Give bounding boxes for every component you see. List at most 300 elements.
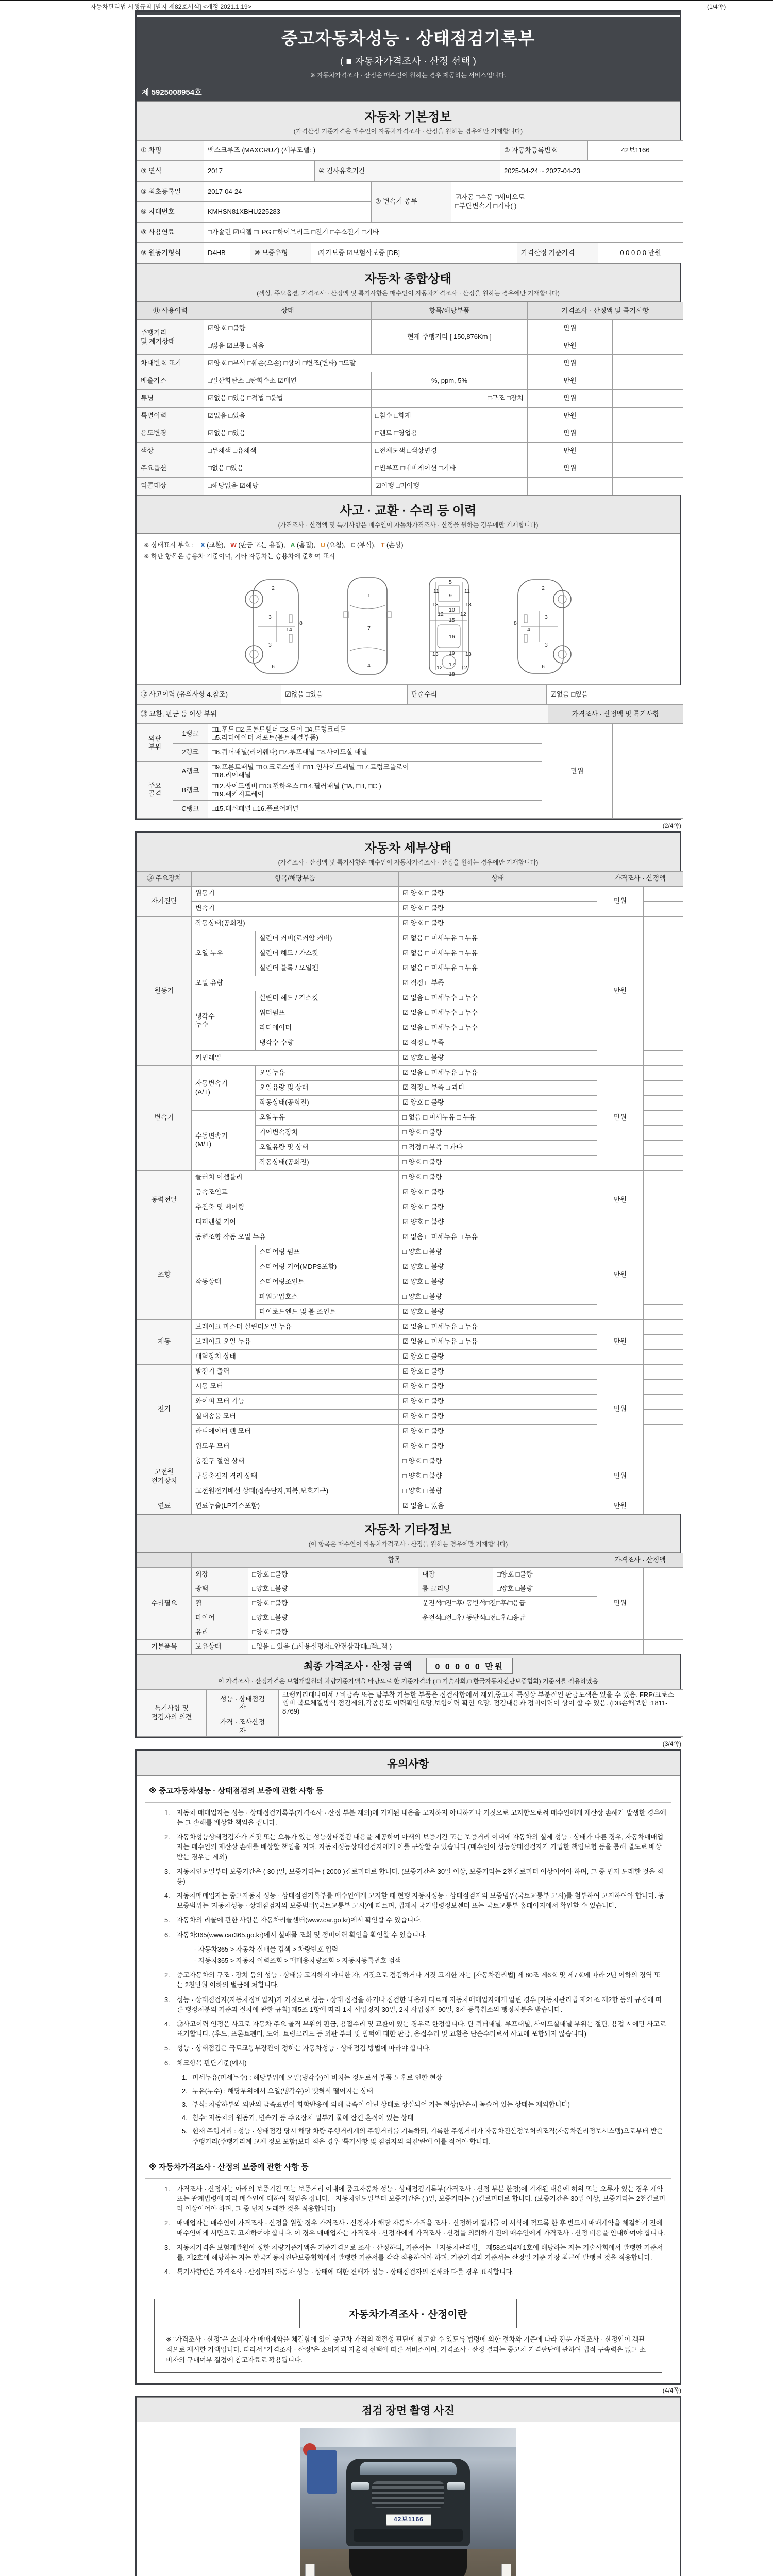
rank-cell: 주요 골격: [137, 761, 173, 818]
detail-cell: ☑ 없음 □ 미세누유 □ 누유: [399, 946, 597, 961]
overall-cell: ☑이행 □미이행: [372, 478, 528, 495]
rank-cell: □12.사이드멤버 □13.휠하우스 □14.필러패널 (□A, □B, □C ) □19.패키지트레이: [208, 781, 542, 801]
notice-item-text: ⑫사고이력 인정은 사고로 자동차 주요 골격 부위의 판금, 용접수리 및 교환이 있는 경우로 한정합니다. 단 쿼터패널, 루프패널, 사이드실패널 부위는 절단, 용접 시에만 사고로 표기합니다. (후드, 프론트펜더, 도어, 트렁크리드 등 외판 부위 및 범퍼에 대한 판금, 용접수리 및 교환은 단순수리로서 사고에 포함되지 않습니다): [177, 2020, 666, 2038]
detail-cell: [644, 1095, 683, 1110]
etc-cell: □양호 □불량: [493, 1582, 597, 1596]
page-meta: [0, 1, 773, 10]
detail-cell: 디퍼렌셜 기어: [192, 1215, 399, 1230]
detail-cell: 구동축전지 격리 상태: [192, 1469, 399, 1484]
overall-cell: ⑪ 사용이력: [137, 302, 204, 320]
detail-cell: 커먼레일: [192, 1050, 399, 1065]
detail-cell: ☑ 없음 □ 미세누유 □ 누유: [399, 961, 597, 976]
etc-cell: 항목: [192, 1553, 597, 1567]
photo-banner-left: [305, 2564, 315, 2576]
car-diagrams: [137, 567, 680, 685]
engine-type: D4HB: [204, 243, 250, 263]
b3-cell: ⑦ 변속기 종류: [372, 182, 451, 222]
diagram-part-number: 13: [465, 651, 472, 657]
notice-item: [164, 2267, 666, 2277]
overall-cell: □무채색 □유채색: [204, 443, 372, 460]
diagram-part-number: 14: [286, 626, 292, 633]
detail-cell: 추진축 및 베어링: [192, 1200, 399, 1215]
photo-headlight-right: [447, 2482, 465, 2490]
inspection-photos: [137, 2422, 680, 2576]
diagram-part-number: 8: [514, 620, 517, 626]
overall-cell: □일산화탄소 □탄화수소 ☑매연: [204, 372, 372, 390]
rank-cell: 2랭크: [173, 743, 208, 761]
detail-cell: ☑ 없음 □ 있음: [399, 1499, 597, 1514]
notice-item: [182, 2086, 666, 2096]
diagram-part-number: 2: [272, 585, 275, 591]
notice-dash-line: - 자동차365 > 자동차 이력조회 > 매매용차량조회 > 자동차등록번호 검색: [194, 1957, 401, 1964]
overall-cell: 차대번호 표기: [137, 355, 204, 372]
state-code-W: W: [230, 541, 237, 549]
state-code-U: U: [321, 541, 326, 549]
detail-cell: ☑ 양호 □ 불량: [399, 901, 597, 916]
overall-cell: 항목/해당부품: [372, 302, 528, 320]
overall-cell: [613, 390, 683, 408]
state-code-legend: ※ 상태표시 부호 : X (교환), W (판금 또는 용접), A (흠집), U (요철), C (부식), T (손상): [144, 541, 404, 549]
transmission-type: ☑자동 □수동 □세미오토 □무단변속기 □기타( ): [451, 182, 683, 222]
detail-cell: ☑ 없음 □ 미세누수 □ 누수: [399, 1006, 597, 1021]
etc-cell: 외장: [192, 1567, 248, 1582]
detail-cell: 자기진단: [137, 886, 192, 916]
overall-cell: [528, 478, 613, 495]
final-price-label: 최종 가격조사 · 산정 금액: [303, 1660, 412, 1672]
detail-cell: 만원: [597, 1319, 644, 1364]
etc-cell: 휠: [192, 1596, 248, 1611]
detail-cell: 냉각수 누수: [192, 991, 256, 1050]
detail-cell: 만원: [597, 1230, 644, 1319]
detail-cell: 브레이크 마스터 실린더오일 누유: [192, 1319, 399, 1334]
notice-item-text: 누유(누수) : 해당부위에서 오일(냉각수)이 맺혀서 떨어지는 상태: [192, 2087, 373, 2095]
detail-cell: 작동상태(공회전): [192, 916, 399, 931]
detail-cell: [644, 1125, 683, 1140]
notice-item: [164, 1867, 666, 1886]
notice-item: [182, 2113, 666, 2123]
diagram-part-number: 3: [268, 614, 272, 620]
photo-car-windshield: [360, 2462, 457, 2475]
notice-item: [164, 1970, 666, 1990]
rank-cell: 외판 부위: [137, 724, 173, 762]
detail-cell: 실린더 커버(로커암 커버): [256, 931, 399, 946]
detail-cell: 실린더 블록 / 오일팬: [256, 961, 399, 976]
memo-cell: 성능 · 상태점검 자: [207, 1689, 279, 1717]
model-year: 2017: [204, 161, 315, 181]
detail-cell: [644, 916, 683, 931]
appraiser-opinion: [279, 1717, 683, 1737]
etc-cell: □양호 □불량: [248, 1582, 418, 1596]
detail-state-title: 자동차 세부상태: [364, 841, 452, 855]
detail-cell: 실린더 헤드 / 가스킷: [256, 946, 399, 961]
detail-state-table: [137, 871, 680, 1514]
notice-item: [164, 1832, 666, 1862]
detail-cell: [644, 1006, 683, 1021]
detail-cell: 스티어링조인트: [256, 1275, 399, 1290]
detail-cell: 만원: [597, 916, 644, 1065]
notice-item: [164, 2043, 666, 2053]
diagram-part-number: 17: [449, 662, 455, 668]
notice-band: [137, 1751, 680, 1776]
notice-item: [164, 2019, 666, 2039]
photos-band: [137, 2397, 680, 2422]
b1-cell: ① 차명: [137, 141, 204, 161]
inspection-photo-underbody: [300, 2549, 516, 2576]
etc-cell: [644, 1567, 683, 1639]
detail-cell: 항목/해당부품: [192, 871, 399, 886]
first-registration-date: 2017-04-24: [204, 182, 372, 202]
detail-state-subtitle: (가격조사 · 산정액 및 특기사항은 매수인이 자동차가격조사 · 산정을 원하는 경우에만 기재합니다): [278, 858, 539, 866]
car-diagram-left-side: [238, 573, 315, 679]
diagram-part-number: 7: [367, 625, 371, 632]
detail-cell: ☑ 양호 □ 불량: [399, 1304, 597, 1319]
detail-cell: ☑ 없음 □ 미세누수 □ 누수: [399, 1021, 597, 1036]
vehicle-name: 맥스크루즈 (MAXCRUZ) (세부모델: ): [204, 141, 500, 161]
detail-cell: 실린더 헤드 / 가스킷: [256, 991, 399, 1006]
detail-cell: 오일누유: [256, 1110, 399, 1125]
state-code-desc: (손상): [384, 541, 404, 549]
notice-item: [164, 2218, 666, 2238]
detail-cell: 작동상태(공회전): [256, 1095, 399, 1110]
detail-cell: 변속기: [192, 901, 399, 916]
detail-cell: [644, 1050, 683, 1065]
diagram-part-number: 16: [449, 634, 455, 640]
diagram-part-number: 19: [449, 650, 455, 656]
detail-cell: ☑ 양호 □ 불량: [399, 1215, 597, 1230]
emission-values: %, ppm, 5%: [372, 372, 528, 390]
diagram-part-number: 12: [438, 611, 444, 617]
state-code-desc: (요철),: [325, 541, 346, 549]
diagram-part-number: 4: [527, 626, 530, 633]
diagram-part-number: 11: [433, 588, 439, 595]
detail-cell: [644, 1319, 683, 1334]
etc-cell: □양호 □불량: [248, 1611, 418, 1625]
notice-item-number: 5.: [164, 2044, 170, 2053]
detail-cell: 제동: [137, 1319, 192, 1364]
rank-cell: 만원: [542, 724, 613, 819]
detail-cell: 고전원 전기장치: [137, 1454, 192, 1499]
detail-cell: [644, 1364, 683, 1379]
basic-info-row5: [137, 243, 680, 263]
car-diagram-right-side: [501, 573, 579, 679]
detail-cell: 윈도우 모터: [192, 1439, 399, 1454]
basic-info-title: 자동차 기본정보: [364, 110, 452, 124]
detail-cell: 원동기: [137, 916, 192, 1065]
detail-cell: ☑ 양호 □ 불량: [399, 1275, 597, 1290]
detail-cell: ☑ 양호 □ 불량: [399, 886, 597, 901]
detail-cell: [644, 1424, 683, 1439]
detail-cell: 오일유량 및 상태: [256, 1140, 399, 1155]
detail-cell: 작동상태: [192, 1245, 256, 1319]
detail-cell: ☑ 양호 □ 불량: [399, 1050, 597, 1065]
car-diagram-underbody: [420, 573, 478, 679]
overall-cell: □많음 ☑보통 □적음: [204, 337, 372, 355]
diagram-part-number: 12: [461, 665, 467, 671]
panel-rank-table: [137, 724, 680, 819]
car-diagram-top: [339, 573, 396, 679]
photo-blue-sign: [307, 2450, 337, 2494]
etc-cell: [644, 1639, 683, 1654]
detail-cell: □ 양호 □ 불량: [399, 1484, 597, 1499]
detail-cell: ☑ 없음 □ 미세누수 □ 누수: [399, 991, 597, 1006]
overall-cell: [613, 320, 683, 337]
etc-cell: 만원: [597, 1567, 644, 1639]
overall-cell: □없음 □있음: [204, 460, 372, 478]
etc-cell: 운전석□전□후/ 동반석□전□후/□응급: [418, 1596, 597, 1611]
acc-cell: ⑫ 사고이력 (유의사항 4.참조): [137, 685, 281, 704]
notice-item-text: 자동차의 리콜에 관한 사항은 자동차리콜센터(www.car.go.kr)에서 확인할 수 있습니다.: [177, 1916, 422, 1924]
diagram-part-number: 12: [436, 665, 443, 671]
overall-cell: ☑양호 □부식 □훼손(오손) □상이 □변조(변타) □도말: [204, 355, 528, 372]
overall-cell: □침수 □화재: [372, 408, 528, 425]
b4-cell: ⑧ 사용연료: [137, 223, 204, 243]
b5-cell: 가격산정 기준가격: [517, 243, 598, 263]
plate-number: 42보1166: [588, 141, 683, 161]
price-appraisal-infobox-title: 자동차가격조사 · 산정이란: [299, 2299, 517, 2328]
notice-item: [164, 2184, 666, 2214]
notice-item-number: 2.: [164, 2219, 170, 2227]
detail-cell: ☑ 양호 □ 불량: [399, 1394, 597, 1409]
inspection-photo-front: [300, 2428, 516, 2549]
detail-cell: □ 양호 □ 불량: [399, 1290, 597, 1304]
detail-cell: 등속조인트: [192, 1185, 399, 1200]
state-code-desc: (판금 또는 용접),: [236, 541, 285, 549]
detail-cell: ☑ 양호 □ 불량: [399, 1200, 597, 1215]
etc-cell: 기본품목: [137, 1639, 192, 1654]
diagram-part-number: 3: [268, 642, 272, 648]
overall-cell: [613, 443, 683, 460]
detail-cell: [644, 976, 683, 991]
notice-item-number: 1.: [164, 2184, 170, 2193]
notice-subheading: ※ 자동차가격조사 · 산정의 보증에 관한 사항 등: [145, 2154, 671, 2179]
detail-cell: 실내송풍 모터: [192, 1409, 399, 1424]
notice-item-text: 체크항목 판단기준(예시): [177, 2059, 247, 2067]
detail-cell: ☑ 양호 □ 불량: [399, 1349, 597, 1364]
detail-cell: 스티어링 기어(MDPS포함): [256, 1260, 399, 1275]
etc-info-table: [137, 1553, 680, 1654]
detail-cell: □ 양호 □ 불량: [399, 1245, 597, 1260]
basic-info-row1: [137, 140, 680, 161]
overall-cell: 튜닝: [137, 390, 204, 408]
notice-item-number: 3.: [164, 1867, 170, 1875]
detail-cell: [644, 1304, 683, 1319]
overall-cell: 만원: [528, 425, 613, 443]
detail-cell: [644, 1200, 683, 1215]
detail-cell: [644, 1290, 683, 1304]
photo-banner-right: [501, 2564, 511, 2576]
detail-cell: ☑ 없음 □ 미세누유 □ 누유: [399, 931, 597, 946]
detail-cell: ☑ 양호 □ 불량: [399, 1379, 597, 1394]
inspection-valid-period: 2025-04-24 ~ 2027-04-23: [500, 161, 683, 181]
price-appraisal-infobox-text: ※ "가격조사 · 산정"은 소비자가 매매계약을 체결함에 있어 중고차 가격의 적절성 판단에 참고할 수 있도록 법령에 의한 절차와 기준에 따라 전문 가격조사 · 산정인이 객관적으로 제시한 가액입니다. 따라서 "가격조사 · 산정"은 소비자의 자율적 선택에 따른 서비스이며, 가격조사 · 산정 결과는 중고차 가격판단에 관하여 법적 구속력은 없고 소비자의 구매여부 결정에 참고자료로 활용됩니다.: [166, 2335, 646, 2364]
accident-note-2: ※ 하단 항목은 승용차 기준이며, 기타 자동차는 승용차에 준하여 표시: [144, 553, 335, 560]
detail-cell: 수동변속기 (M/T): [192, 1110, 256, 1170]
detail-cell: ☑ 적정 □ 부족: [399, 1036, 597, 1050]
detail-cell: □ 양호 □ 불량: [399, 1125, 597, 1140]
etc-cell: □양호 □불량: [248, 1625, 597, 1639]
diagram-part-number: 13: [432, 602, 439, 608]
detail-cell: 발전기 출력: [192, 1364, 399, 1379]
state-code-desc: (부식),: [355, 541, 376, 549]
inspector-memo-table: [137, 1689, 680, 1737]
overall-state-title: 자동차 종합상태: [364, 272, 452, 286]
detail-cell: [644, 1021, 683, 1036]
diagram-part-number: 12: [460, 611, 466, 617]
detail-cell: ☑ 적정 □ 부족: [399, 976, 597, 991]
basic-info-subtitle: (가격산정 기준가격은 매수인이 자동차가격조사 · 산정을 원하는 경우에만 기재합니다): [293, 128, 523, 135]
detail-cell: ☑ 양호 □ 불량: [399, 1424, 597, 1439]
notice-item-number: 6.: [164, 1930, 170, 1939]
overall-cell: 상태: [204, 302, 372, 320]
overall-cell: [613, 460, 683, 478]
detail-cell: 만원: [597, 1499, 644, 1514]
photo-car-underbody: [349, 2549, 467, 2576]
recall-status: □해당없음 ☑해당: [204, 478, 372, 495]
b3-cell: ⑥ 차대번호: [137, 202, 204, 222]
page-number-4: (4/4쪽): [662, 2386, 681, 2394]
etc-info-band: [137, 1514, 680, 1553]
photo-sign-block: [135, 2396, 681, 2576]
overall-cell: 만원: [528, 390, 613, 408]
overall-state-band: [137, 263, 680, 302]
overall-cell: ☑양호 □불량: [204, 320, 372, 337]
etc-cell: 유리: [192, 1625, 248, 1639]
notice-item-number: 6.: [164, 2059, 170, 2067]
detail-cell: 오일 누유: [192, 931, 256, 976]
rank-cell: □6.쿼더패널(리어휀다) □7.루프패널 □8.사이드실 패널: [208, 743, 542, 761]
photo-license-plate: 42보1166: [386, 2514, 431, 2526]
detail-cell: 스티어링 펌프: [256, 1245, 399, 1260]
notice-item-text: 침수: 자동차의 원동기, 변속기 등 주요장치 일부가 물에 잠긴 흔적이 있는 상태: [192, 2114, 414, 2122]
overall-cell: 만원: [528, 443, 613, 460]
notice-item-number: 4.: [164, 2268, 170, 2276]
detail-cell: 연료: [137, 1499, 192, 1514]
detail-cell: 전기: [137, 1364, 192, 1454]
etc-info-subtitle: (이 항목은 매수인이 자동차가격조사 · 산정을 원하는 경우에만 기재합니다): [308, 1540, 508, 1548]
overall-cell: 주행거리 및 계기상태: [137, 320, 204, 355]
b2-cell: ③ 연식: [137, 161, 204, 181]
detail-cell: [644, 1394, 683, 1409]
notice-item-text: 부식: 차량하부와 외판의 금속표면이 화학반응에 의해 금속이 아닌 상태로 상실되어 가는 현상(단순히 녹슬어 있는 상태는 제외합니다): [192, 2100, 570, 2109]
notice-item-number: 4.: [182, 2114, 188, 2122]
photo-car-grille: [372, 2481, 444, 2508]
basic-info-row3: [137, 181, 680, 222]
detail-cell: [644, 931, 683, 946]
page1-block: [135, 10, 681, 820]
detail-cell: 만원: [597, 886, 644, 916]
detail-cell: 만원: [597, 1065, 644, 1170]
state-code-C: C: [350, 541, 356, 549]
overall-cell: □렌트 □영업용: [372, 425, 528, 443]
acc-cell: 단순수리: [408, 685, 547, 704]
detail-cell: 변속기: [137, 1065, 192, 1170]
detail-cell: 타이로드엔드 및 볼 조인트: [256, 1304, 399, 1319]
detail-cell: ☑ 양호 □ 불량: [399, 1260, 597, 1275]
notice-item-number: 4.: [164, 2020, 170, 2028]
detail-cell: 기어변속장치: [256, 1125, 399, 1140]
diagram-part-number: 1: [367, 592, 371, 599]
etc-cell: 수리필요: [137, 1567, 192, 1639]
detail-cell: 클러치 어셈블리: [192, 1170, 399, 1185]
detail-cell: ☑ 없음 □ 미세누유 □ 누유: [399, 1065, 597, 1080]
detail-cell: [644, 1484, 683, 1499]
overall-cell: 만원: [528, 320, 613, 337]
diagram-part-number: 13: [465, 602, 472, 608]
overall-cell: 배출가스: [137, 372, 204, 390]
detail-cell: □ 양호 □ 불량: [399, 1469, 597, 1484]
basic-info-band: [137, 101, 680, 140]
detail-cell: [644, 1454, 683, 1469]
rank-cell: [613, 724, 683, 819]
notice-item-number: 2.: [164, 1833, 170, 1841]
detail-cell: 와이퍼 모터 기능: [192, 1394, 399, 1409]
diagram-part-number: 18: [449, 671, 455, 677]
diagram-part-number: 15: [449, 617, 455, 623]
notice-title: 유의사항: [387, 1758, 429, 1770]
detail-cell: [644, 1349, 683, 1364]
notice-item-text: 자동차 매매업자는 성능 · 상태점검기록부(가격조사 · 산정 부분 제외)에 기재된 내용을 고지하지 아니하거나 거짓으로 고지함으로써 매수인에게 재산상 손해가 발생한 경우에는 그 손해를 배상할 책임을 집니다.: [177, 1808, 666, 1826]
detail-cell: 자동변속기 (A/T): [192, 1065, 256, 1110]
notice-item-text: 매매업자는 매수인이 가격조사 · 산정을 원할 경우 가격조사 · 산정자가 해당 자동차 가격을 조사 · 산정하여 결과를 이 서식에 적도록 한 후 반드시 매매계약을 체결하기 전에 매수인에게 서면으로 고지하여야 합니다. 이 경우 매매업자는 가격조사 · 산정자에게 가격조사 · 산정을 의뢰하기 전에 매수인에게 가격조사 · 산정 비용을 안내하여야 합니다.: [177, 2219, 665, 2237]
base-price: 0 0 0 0 0 만원: [598, 243, 683, 263]
report-header: [137, 12, 680, 101]
notice-subheading: ※ 중고자동차성능 · 상태점검의 보증에 관한 사항 등: [145, 1779, 671, 1803]
odometer-value: 현재 주행거리 [ 150,876Km ]: [372, 320, 528, 355]
overall-cell: [613, 337, 683, 355]
rank-cell: B랭크: [173, 781, 208, 801]
final-price-note: 이 가격조사 · 산정가격은 보험개발원의 차량기준가액을 바탕으로 한 기준가격과 ( □ 기술사회,□ 한국자동차진단보증협회) 기준서를 적용하였음: [218, 1677, 598, 1685]
detail-cell: 파워고압호스: [256, 1290, 399, 1304]
detail-cell: 라디에이터: [256, 1021, 399, 1036]
detail-cell: 만원: [597, 1170, 644, 1230]
notice-item: [182, 2099, 666, 2109]
notice-item-number: 3.: [164, 2243, 170, 2251]
detail-cell: ☑ 없음 □ 미세누유 □ 누유: [399, 1334, 597, 1349]
detail-cell: [644, 1499, 683, 1514]
diagram-part-number: 6: [272, 664, 275, 670]
notice-item-number: 3.: [164, 1995, 170, 2004]
detail-cell: 연료누출(LP가스포함): [192, 1499, 399, 1514]
notice-item-number: 5.: [164, 1916, 170, 1924]
detail-cell: [644, 961, 683, 976]
detail-cell: 오일 유량: [192, 976, 399, 991]
final-price-amount: 0 0 0 0 0 만원: [426, 1658, 513, 1674]
basic-info-row4: [137, 222, 680, 243]
detail-cell: [644, 1230, 683, 1245]
simple-repair: ☑없음 □있음: [547, 685, 683, 704]
etc-cell: □양호 □불량: [493, 1567, 597, 1582]
detail-cell: 동력조향 작동 오일 누유: [192, 1230, 399, 1245]
notice-item-text: 미세누유(미세누수) : 해당부위에 오일(냉각수)이 비치는 정도로서 부품 노후로 인한 현상: [192, 2073, 443, 2081]
rank-cell: □1.후드 □2.프론트휀더 □3.도어 □4.트렁크리드 □5.라디에이터 서포트(볼트체결부품): [208, 724, 542, 744]
detail-cell: 고전원전기배선 상태(접속단자,피복,보호기구): [192, 1484, 399, 1499]
overall-cell: [613, 478, 683, 495]
notice-item: [164, 1915, 666, 1925]
detail-cell: [644, 1065, 683, 1080]
detail-cell: 라디에이터 팬 모터: [192, 1424, 399, 1439]
notice-dash-line: - 자동차365 > 자동차 실매물 검색 > 차량번호 입력: [194, 1945, 339, 1953]
page-number-2: (2/4쪽): [662, 822, 681, 829]
notice-item: [164, 1891, 666, 1910]
notice-item-text: 성능 · 상태점검은 국토교통부장관이 정하는 자동차성능 · 상태점검 방법에 따라야 합니다.: [177, 2044, 431, 2053]
state-code-desc: (흠집),: [295, 541, 315, 549]
final-price-band: [137, 1654, 680, 1689]
etc-cell: 룸 크리닝: [418, 1582, 493, 1596]
price-appraisal-infobox: [154, 2299, 662, 2372]
detail-cell: [644, 1334, 683, 1349]
diagram-part-number: 10: [449, 607, 455, 613]
overall-state-subtitle: (색상, 주요옵션, 가격조사 · 산정액 및 특기사항은 매수인이 자동차가격조사 · 산정을 원하는 경우에만 기재합니다): [257, 290, 560, 297]
